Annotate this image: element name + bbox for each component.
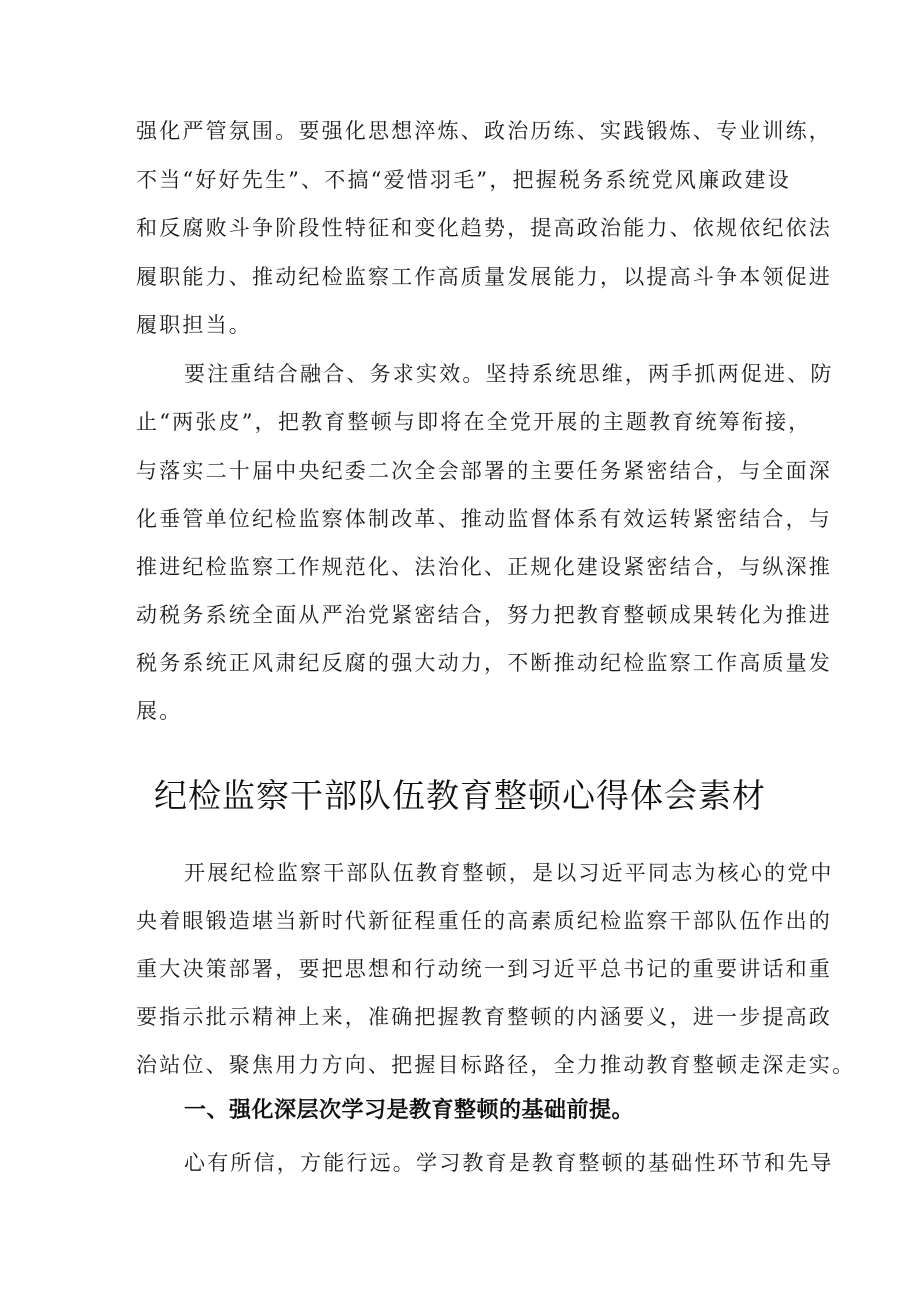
paragraph-line: 动税务系统全面从严治党紧密结合，努力把教育整顿成果转化为推进 <box>136 603 832 627</box>
paragraph-line: 不当“好好先生”、不搞“爱惜羽毛”，把握税务系统党风廉政建设 <box>136 168 791 192</box>
paragraph-line: 强化严管氛围。要强化思想淬炼、政治历练、实践锻炼、专业训练， <box>136 119 832 143</box>
paragraph-line: 治站位、聚焦用力方向、把握目标路径，全力推动教育整顿走深走实。 <box>136 1053 856 1077</box>
paragraph-line: 履职能力、推动纪检监察工作高质量发展能力，以提高斗争本领促进 <box>136 265 832 289</box>
paragraph-line: 央着眼锻造堪当新时代新征程重任的高素质纪检监察干部队伍作出的 <box>136 909 832 933</box>
paragraph-line: 止“两张皮”，把教育整顿与即将在全党开展的主题教育统筹衔接， <box>136 410 812 434</box>
paragraph-line: 要注重结合融合、务求实效。坚持系统思维，两手抓两促进、防 <box>184 362 834 386</box>
paragraph-line: 重大决策部署，要把思想和行动统一到习近平总书记的重要讲话和重 <box>136 957 832 981</box>
paragraph-line: 推进纪检监察工作规范化、法治化、正规化建设紧密结合，与纵深推 <box>136 555 832 579</box>
article-title: 纪检监察干部队伍教育整顿心得体会素材 <box>154 776 766 815</box>
paragraph-line: 与落实二十届中央纪委二次全会部署的主要任务紧密结合，与全面深 <box>136 459 832 483</box>
paragraph-line: 履职担当。 <box>136 313 252 337</box>
paragraph-line: 开展纪检监察干部队伍教育整顿，是以习近平同志为核心的党中 <box>184 861 834 885</box>
section-heading: 一、强化深层次学习是教育整顿的基础前提。 <box>184 1098 635 1123</box>
paragraph-line: 化垂管单位纪检监察体制改革、推动监督体系有效运转紧密结合，与 <box>136 507 832 531</box>
paragraph-line: 税务系统正风肃纪反腐的强大动力，不断推动纪检监察工作高质量发 <box>136 651 832 675</box>
paragraph-line: 展。 <box>136 699 183 723</box>
paragraph-line: 心有所信，方能行远。学习教育是教育整顿的基础性环节和先导 <box>184 1151 834 1175</box>
paragraph-line: 和反腐败斗争阶段性特征和变化趋势，提高政治能力、依规依纪依法 <box>136 216 832 240</box>
paragraph-line: 要指示批示精神上来，准确把握教育整顿的内涵要义，进一步提高政 <box>136 1005 832 1029</box>
